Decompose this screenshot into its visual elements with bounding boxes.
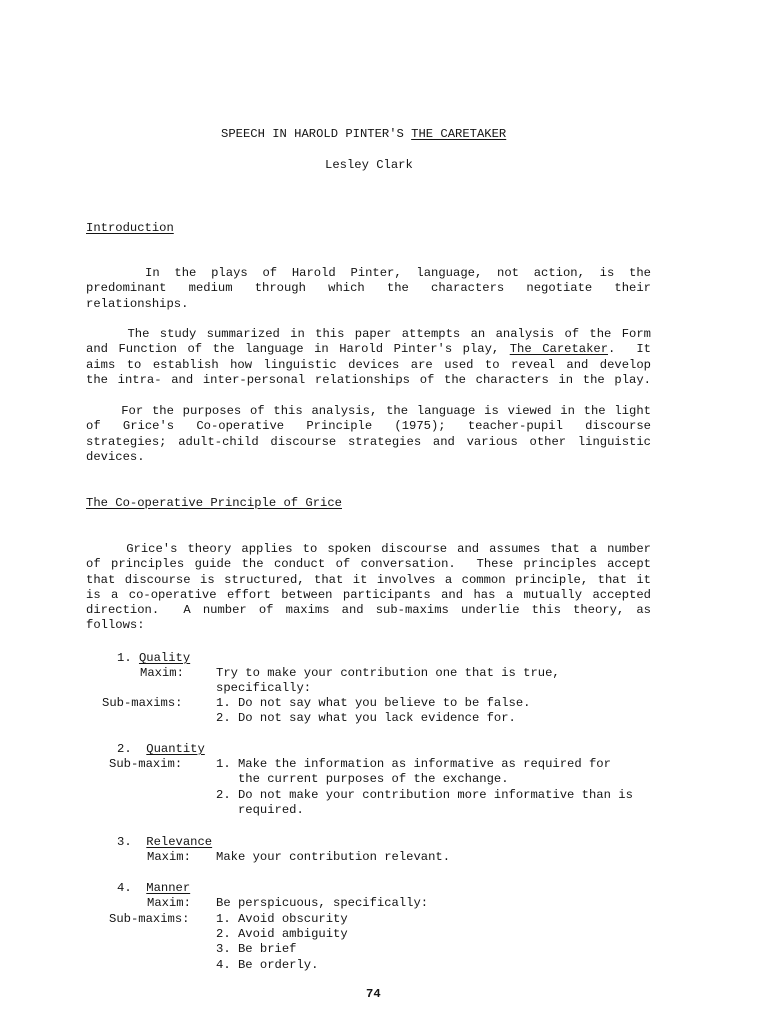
play-title: The Caretaker [509,342,609,357]
text-line: relationships. [86,296,189,311]
text-line: is a co-operative effort between participants and has a mutually accepted [86,587,651,602]
text-line: strategies; adult-child discourse strategies and various other linguistic [86,434,651,449]
list-number: 2. [117,742,132,756]
page-number: 74 [366,987,381,1001]
maxim-text: Try to make your contribution one that is true, [216,666,560,680]
text-line: direction. A number of maxims and sub-maxims underlie this theory, as [86,603,651,618]
text-line: that discourse is structured, that it involves a common principle, that it [86,572,651,587]
maxim-name: Quantity [146,742,205,756]
text-line: Grice's theory applies to spoken discourse and assumes that a number [86,542,651,556]
title-text: SPEECH IN HAROLD PINTER'S [221,127,412,141]
sub-maxims-label: Sub-maxims: [109,912,190,926]
intro-paragraph-3 [86,404,651,465]
sub-maxim-item: 1. Do not say what you believe to be false. [216,696,531,710]
text-line: the intra- and inter-personal relationships of the characters in the play. [86,372,651,387]
maxim-label: Maxim: [147,850,191,864]
list-number: 1. [117,651,132,665]
section-heading-grice: The Co-operative Principle of Grice [86,496,342,510]
maxim-name: Quality [138,651,191,665]
intro-paragraph-2 [86,327,651,388]
list-number: 3. [117,835,132,849]
author-name: Lesley Clark [325,158,413,172]
sub-maxims-label: Sub-maxims: [102,696,183,710]
sub-maxim-item: 3. Be brief [216,942,297,956]
maxim-name: Relevance [146,835,213,849]
sub-maxim-item: required. [216,803,304,817]
text-line: In the plays of Harold Pinter, language, not action, is the [86,266,651,280]
text-line: follows: [86,618,145,633]
maxim-text: Be perspicuous, specifically: [216,896,429,910]
sub-maxim-item: 1. Avoid obscurity [216,912,348,926]
sub-maxim-item: the current purposes of the exchange. [216,772,509,786]
text-line: aims to establish how linguistic devices are used to reveal and develop [86,357,651,372]
text-line: of Grice's Co-operative Principle (1975); teacher-pupil discourse [86,419,651,434]
text-span: and Function of the language in Harold Pinter's play, [86,342,510,357]
list-number: 4. [117,881,132,895]
maxim-quantity-heading [117,742,205,757]
maxim-text: Make your contribution relevant. [216,850,451,864]
maxim-text: specifically: [216,681,312,695]
text-line: predominant medium through which the characters negotiate their [86,281,651,296]
sub-maxim-item: 2. Do not say what you lack evidence for. [216,711,516,725]
text-line: For the purposes of this analysis, the language is viewed in the light [86,404,651,418]
text-line [86,342,651,357]
title-work: THE CARETAKER [411,127,507,141]
paper-title [221,127,506,142]
section-heading-introduction: Introduction [86,221,174,235]
maxim-label: Maxim: [147,896,191,910]
sub-maxim-item: 2. Avoid ambiguity [216,927,348,941]
maxim-manner-heading [117,881,190,896]
intro-paragraph-1 [86,266,651,312]
sub-maxim-label: Sub-maxim: [109,757,183,771]
maxim-label: Maxim: [140,666,184,680]
grice-paragraph-1 [86,542,651,634]
maxim-quality-heading [117,651,190,666]
sub-maxim-item: 1. Make the information as informative as required for [216,757,611,771]
text-line: of principles guide the conduct of conversation. These principles accept [86,557,651,572]
sub-maxim-item: 4. Be orderly. [216,958,319,972]
sub-maxim-item: 2. Do not make your contribution more informative than is [216,788,633,802]
text-span: . It [608,342,651,357]
maxim-relevance-heading [117,835,212,850]
text-line: devices. [86,449,145,464]
text-line: The study summarized in this paper attempts an analysis of the Form [86,327,651,341]
maxim-name: Manner [146,881,191,895]
